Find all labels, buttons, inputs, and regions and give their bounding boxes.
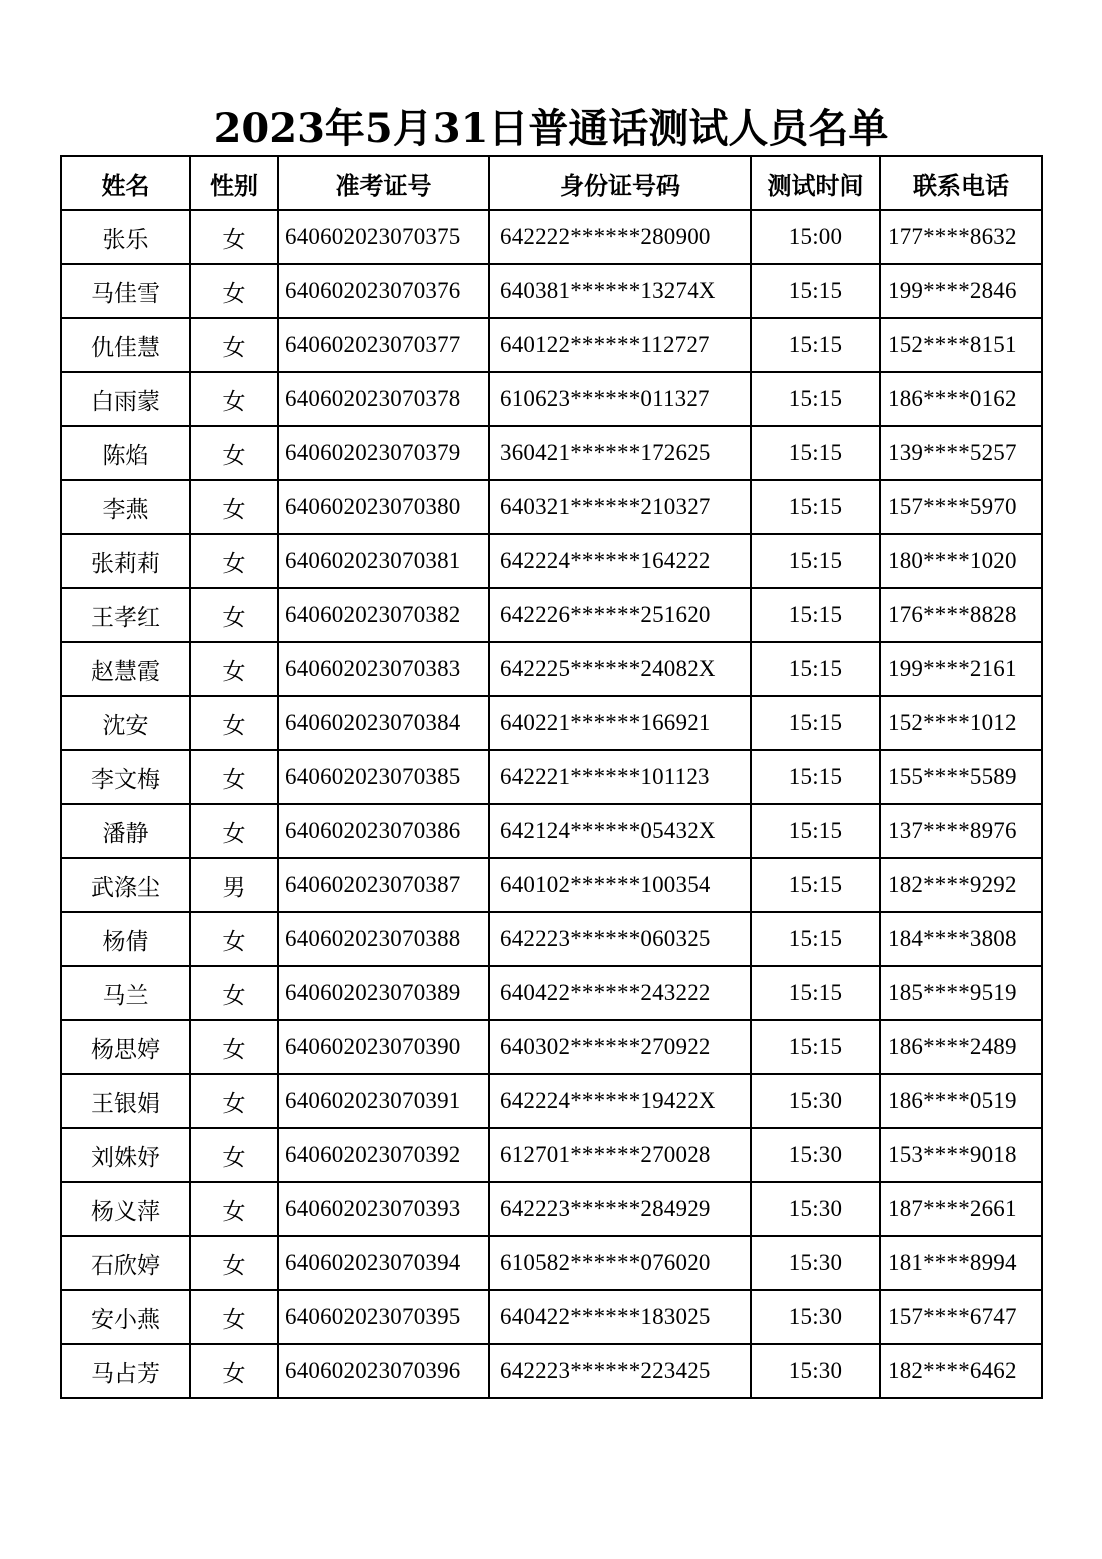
cell-name: 王孝红 <box>61 588 190 642</box>
table-row <box>61 372 1042 426</box>
cell-admit-number: 640602023070391 <box>278 1074 489 1128</box>
table-row <box>61 858 1042 912</box>
cell-admit-number: 640602023070382 <box>278 588 489 642</box>
cell-gender: 女 <box>190 696 278 750</box>
cell-gender: 女 <box>190 1290 278 1344</box>
cell-gender: 女 <box>190 804 278 858</box>
cell-admit-number: 640602023070375 <box>278 210 489 264</box>
cell-admit-number: 640602023070380 <box>278 480 489 534</box>
cell-name: 杨思婷 <box>61 1020 190 1074</box>
cell-id-number: 640221******166921 <box>489 696 751 750</box>
cell-id-number: 640381******13274X <box>489 264 751 318</box>
table-row <box>61 588 1042 642</box>
cell-test-time: 15:15 <box>751 318 880 372</box>
header-gender: 性别 <box>190 156 278 210</box>
cell-name: 杨倩 <box>61 912 190 966</box>
cell-phone: 152****1012 <box>880 696 1042 750</box>
cell-test-time: 15:15 <box>751 966 880 1020</box>
cell-name: 赵慧霞 <box>61 642 190 696</box>
table-row <box>61 1344 1042 1398</box>
table-row <box>61 210 1042 264</box>
cell-gender: 女 <box>190 1236 278 1290</box>
cell-name: 安小燕 <box>61 1290 190 1344</box>
cell-name: 仇佳慧 <box>61 318 190 372</box>
header-name: 姓名 <box>61 156 190 210</box>
cell-phone: 199****2161 <box>880 642 1042 696</box>
table-body <box>61 210 1042 1398</box>
cell-name: 王银娟 <box>61 1074 190 1128</box>
cell-name: 张莉莉 <box>61 534 190 588</box>
cell-gender: 女 <box>190 750 278 804</box>
cell-id-number: 360421******172625 <box>489 426 751 480</box>
cell-gender: 女 <box>190 642 278 696</box>
table-row <box>61 1020 1042 1074</box>
cell-phone: 186****0519 <box>880 1074 1042 1128</box>
cell-admit-number: 640602023070390 <box>278 1020 489 1074</box>
header-admit-number: 准考证号 <box>278 156 489 210</box>
cell-test-time: 15:30 <box>751 1344 880 1398</box>
cell-admit-number: 640602023070377 <box>278 318 489 372</box>
cell-id-number: 642223******060325 <box>489 912 751 966</box>
cell-test-time: 15:15 <box>751 750 880 804</box>
cell-gender: 女 <box>190 1020 278 1074</box>
cell-name: 石欣婷 <box>61 1236 190 1290</box>
table-row <box>61 426 1042 480</box>
cell-id-number: 642224******164222 <box>489 534 751 588</box>
cell-gender: 女 <box>190 588 278 642</box>
cell-phone: 187****2661 <box>880 1182 1042 1236</box>
cell-phone: 177****8632 <box>880 210 1042 264</box>
table-row <box>61 696 1042 750</box>
cell-id-number: 642223******284929 <box>489 1182 751 1236</box>
cell-phone: 182****9292 <box>880 858 1042 912</box>
cell-test-time: 15:15 <box>751 1020 880 1074</box>
cell-test-time: 15:30 <box>751 1290 880 1344</box>
cell-id-number: 642226******251620 <box>489 588 751 642</box>
cell-id-number: 610623******011327 <box>489 372 751 426</box>
cell-test-time: 15:15 <box>751 804 880 858</box>
header-phone: 联系电话 <box>880 156 1042 210</box>
cell-phone: 152****8151 <box>880 318 1042 372</box>
cell-phone: 185****9519 <box>880 966 1042 1020</box>
cell-id-number: 612701******270028 <box>489 1128 751 1182</box>
cell-id-number: 640102******100354 <box>489 858 751 912</box>
cell-phone: 139****5257 <box>880 426 1042 480</box>
cell-id-number: 642224******19422X <box>489 1074 751 1128</box>
cell-gender: 女 <box>190 534 278 588</box>
cell-gender: 女 <box>190 480 278 534</box>
cell-phone: 186****0162 <box>880 372 1042 426</box>
cell-phone: 186****2489 <box>880 1020 1042 1074</box>
cell-id-number: 640422******243222 <box>489 966 751 1020</box>
cell-id-number: 642225******24082X <box>489 642 751 696</box>
cell-phone: 176****8828 <box>880 588 1042 642</box>
cell-id-number: 640302******270922 <box>489 1020 751 1074</box>
cell-admit-number: 640602023070389 <box>278 966 489 1020</box>
cell-test-time: 15:15 <box>751 480 880 534</box>
cell-admit-number: 640602023070383 <box>278 642 489 696</box>
cell-admit-number: 640602023070392 <box>278 1128 489 1182</box>
cell-test-time: 15:30 <box>751 1074 880 1128</box>
table-row <box>61 318 1042 372</box>
cell-admit-number: 640602023070376 <box>278 264 489 318</box>
cell-id-number: 610582******076020 <box>489 1236 751 1290</box>
cell-admit-number: 640602023070394 <box>278 1236 489 1290</box>
cell-phone: 184****3808 <box>880 912 1042 966</box>
cell-test-time: 15:30 <box>751 1128 880 1182</box>
cell-gender: 女 <box>190 372 278 426</box>
cell-name: 马兰 <box>61 966 190 1020</box>
cell-name: 李燕 <box>61 480 190 534</box>
cell-phone: 180****1020 <box>880 534 1042 588</box>
cell-id-number: 642124******05432X <box>489 804 751 858</box>
cell-admit-number: 640602023070379 <box>278 426 489 480</box>
cell-admit-number: 640602023070395 <box>278 1290 489 1344</box>
cell-gender: 女 <box>190 912 278 966</box>
cell-admit-number: 640602023070385 <box>278 750 489 804</box>
cell-name: 李文梅 <box>61 750 190 804</box>
header-test-time: 测试时间 <box>751 156 880 210</box>
cell-gender: 男 <box>190 858 278 912</box>
table-row <box>61 750 1042 804</box>
table-row <box>61 966 1042 1020</box>
cell-gender: 女 <box>190 1128 278 1182</box>
cell-name: 刘姝妤 <box>61 1128 190 1182</box>
cell-phone: 157****6747 <box>880 1290 1042 1344</box>
table-row <box>61 1128 1042 1182</box>
cell-phone: 182****6462 <box>880 1344 1042 1398</box>
cell-name: 马佳雪 <box>61 264 190 318</box>
cell-admit-number: 640602023070388 <box>278 912 489 966</box>
cell-id-number: 640422******183025 <box>489 1290 751 1344</box>
cell-phone: 153****9018 <box>880 1128 1042 1182</box>
table-row <box>61 642 1042 696</box>
cell-test-time: 15:00 <box>751 210 880 264</box>
cell-gender: 女 <box>190 210 278 264</box>
cell-test-time: 15:15 <box>751 264 880 318</box>
table-row <box>61 480 1042 534</box>
cell-admit-number: 640602023070387 <box>278 858 489 912</box>
cell-id-number: 642222******280900 <box>489 210 751 264</box>
cell-admit-number: 640602023070384 <box>278 696 489 750</box>
cell-test-time: 15:15 <box>751 642 880 696</box>
header-id-number: 身份证号码 <box>489 156 751 210</box>
cell-name: 潘静 <box>61 804 190 858</box>
cell-phone: 137****8976 <box>880 804 1042 858</box>
cell-gender: 女 <box>190 966 278 1020</box>
document-title: 2023年5月31日普通话测试人员名单 <box>213 105 889 152</box>
cell-test-time: 15:15 <box>751 858 880 912</box>
cell-test-time: 15:30 <box>751 1236 880 1290</box>
cell-test-time: 15:15 <box>751 696 880 750</box>
table-row <box>61 534 1042 588</box>
cell-test-time: 15:15 <box>751 426 880 480</box>
cell-gender: 女 <box>190 1074 278 1128</box>
cell-id-number: 642223******223425 <box>489 1344 751 1398</box>
cell-gender: 女 <box>190 426 278 480</box>
cell-phone: 181****8994 <box>880 1236 1042 1290</box>
cell-phone: 199****2846 <box>880 264 1042 318</box>
cell-name: 马占芳 <box>61 1344 190 1398</box>
cell-phone: 157****5970 <box>880 480 1042 534</box>
participant-table <box>60 155 1043 1399</box>
table-row <box>61 1290 1042 1344</box>
cell-name: 张乐 <box>61 210 190 264</box>
cell-gender: 女 <box>190 1344 278 1398</box>
table-row <box>61 1182 1042 1236</box>
table-row <box>61 912 1042 966</box>
cell-gender: 女 <box>190 318 278 372</box>
cell-name: 沈安 <box>61 696 190 750</box>
cell-test-time: 15:15 <box>751 588 880 642</box>
cell-admit-number: 640602023070393 <box>278 1182 489 1236</box>
cell-name: 陈焰 <box>61 426 190 480</box>
table-row <box>61 1236 1042 1290</box>
cell-name: 武涤尘 <box>61 858 190 912</box>
table-header-row <box>61 156 1042 210</box>
cell-test-time: 15:15 <box>751 912 880 966</box>
cell-gender: 女 <box>190 1182 278 1236</box>
cell-name: 白雨蒙 <box>61 372 190 426</box>
table-row <box>61 264 1042 318</box>
cell-test-time: 15:30 <box>751 1182 880 1236</box>
cell-id-number: 640321******210327 <box>489 480 751 534</box>
cell-admit-number: 640602023070396 <box>278 1344 489 1398</box>
cell-id-number: 642221******101123 <box>489 750 751 804</box>
cell-id-number: 640122******112727 <box>489 318 751 372</box>
cell-test-time: 15:15 <box>751 372 880 426</box>
cell-gender: 女 <box>190 264 278 318</box>
table-row <box>61 804 1042 858</box>
cell-phone: 155****5589 <box>880 750 1042 804</box>
table-row <box>61 1074 1042 1128</box>
cell-admit-number: 640602023070378 <box>278 372 489 426</box>
cell-name: 杨义萍 <box>61 1182 190 1236</box>
cell-admit-number: 640602023070381 <box>278 534 489 588</box>
cell-admit-number: 640602023070386 <box>278 804 489 858</box>
cell-test-time: 15:15 <box>751 534 880 588</box>
